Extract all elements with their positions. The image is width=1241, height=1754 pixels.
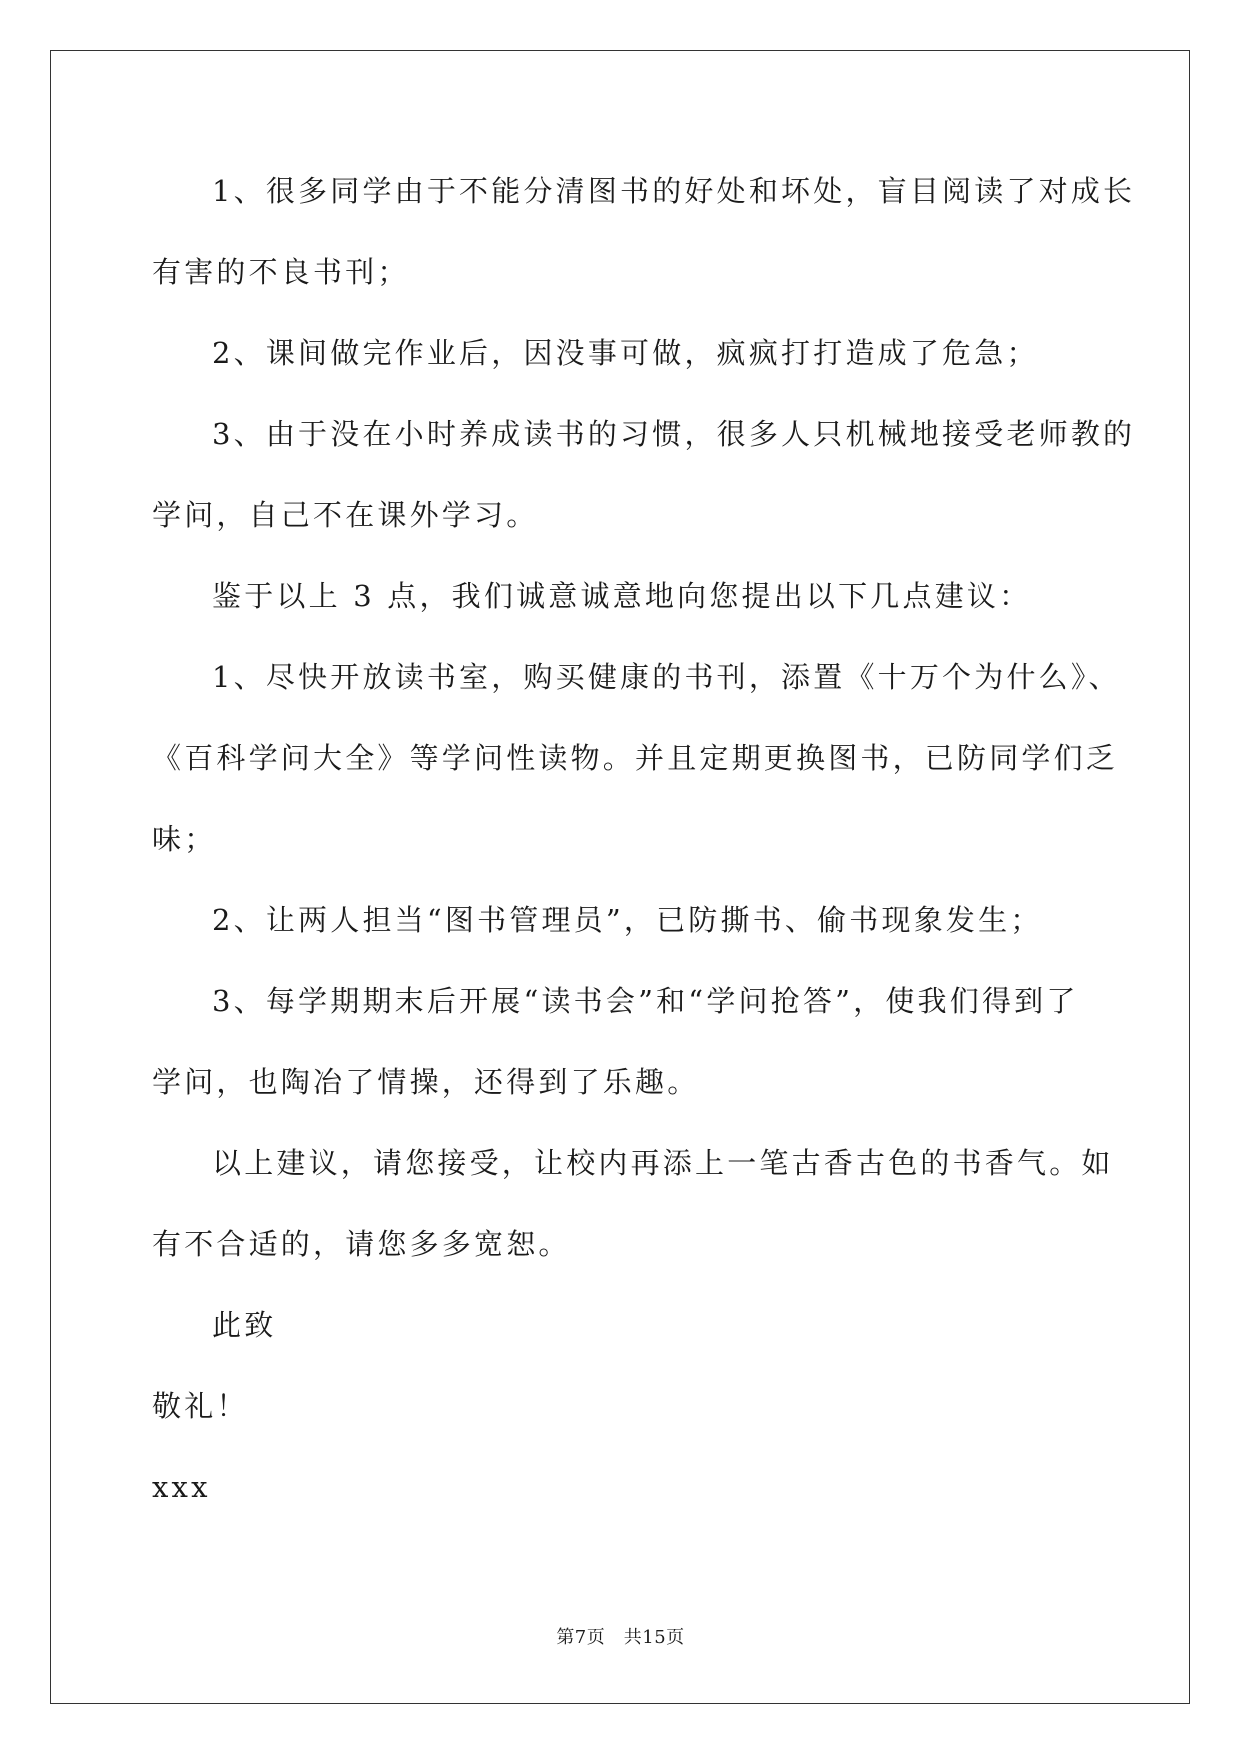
salutation-line: 敬礼！ [152,1389,249,1423]
paragraph-line: 以上建议，请您接受，让校内再添上一笔古香古色的书香气。如 [212,1146,1114,1180]
closing-line: 此致 [212,1308,277,1342]
paragraph-line: 《百科学问大全》等学问性读物。并且定期更换图书，已防同学们乏 [152,741,1119,775]
paragraph-line: 2、让两人担当“图书管理员”，已防撕书、偷书现象发生； [212,903,1043,937]
paragraph-line: 2、课间做完作业后，因没事可做，疯疯打打造成了危急； [212,336,1039,370]
paragraph-line: 1、很多同学由于不能分清图书的好处和坏处，盲目阅读了对成长 [212,174,1136,208]
paragraph-line: 1、尽快开放读书室，购买健康的书刊，添置《十万个为什么》、 [212,660,1121,694]
paragraph-line: 有不合适的，请您多多宽恕。 [152,1227,571,1261]
paragraph-line: 学问，自己不在课外学习。 [152,498,539,532]
paragraph-line: 3、每学期期末后开展“读书会”和“学问抢答”，使我们得到了 [212,984,1079,1018]
paragraph-line: 学问，也陶冶了情操，还得到了乐趣。 [152,1065,700,1099]
page-number: 第7页 共15页 [556,1627,685,1648]
paragraph-line: 鉴于以上 3 点，我们诚意诚意地向您提出以下几点建议： [212,579,1032,613]
paragraph-line: 味； [152,822,217,856]
paragraph-line: 有害的不良书刊； [152,255,410,289]
page-border [50,50,1190,1704]
signature-line: xxx [152,1470,211,1504]
paragraph-line: 3、由于没在小时养成读书的习惯，很多人只机械地接受老师教的 [212,417,1136,451]
